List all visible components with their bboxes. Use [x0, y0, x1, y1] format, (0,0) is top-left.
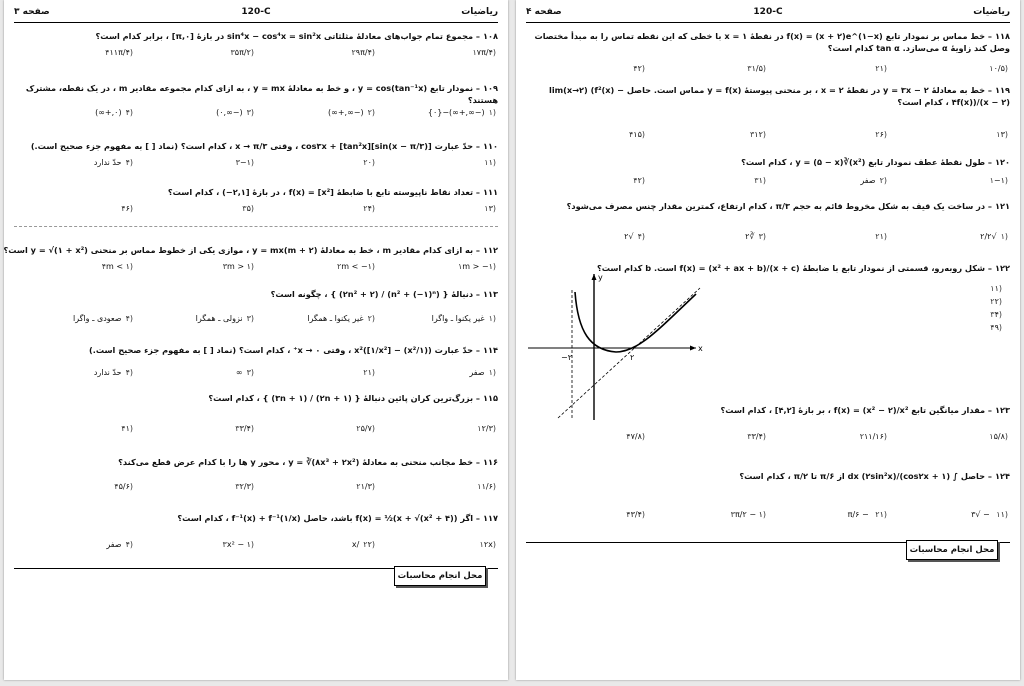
subject-title: ریاضیات — [973, 7, 1010, 17]
option-1[interactable]: (۱غیر یکنوا ـ واگرا — [431, 314, 496, 323]
option-1[interactable]: (۱۱ — [990, 284, 1002, 293]
option-1[interactable]: (۱۳ — [996, 130, 1008, 139]
option-2[interactable]: (۲غیر یکنوا ـ همگرا — [307, 314, 375, 323]
option-4[interactable]: (۴۹ — [990, 323, 1002, 332]
option-3[interactable]: (۳۲/۳ — [235, 482, 254, 491]
option-3[interactable]: (۳∛۲ — [745, 232, 766, 241]
tick-label-neg: −۲ — [561, 353, 572, 362]
question-number: ۱۱۳ — [483, 289, 498, 299]
option-1[interactable]: (۱۲/۳ — [477, 424, 496, 433]
question-number: ۱۱۴ — [483, 345, 498, 355]
question-text: در ساخت یک قیف به شکل مخروط قائم به حجم π/۳ ، کدام ارتفاع، کمترین مقدار چنس مصرف می‌شود؟ — [566, 201, 986, 211]
question-text: حدّ عبارت [sin(x − π/۳)]cos۳x + [tan²x] ، وقتی x → π/۳ ، کدام است؟ (نماد [ ] به مفهوم جزء صحیح است.) — [30, 141, 474, 151]
question-text: به ازای کدام مقادیر m ، خط به معادلهٔ (m + ۲)y = mx ، موازی یکی از خطوط مماس بر منحنی y = √(۱ + x²) است؟ — [3, 245, 474, 255]
option-2[interactable]: (۲۴ — [363, 204, 375, 213]
option-3[interactable]: (۳۱/۵ — [747, 64, 766, 73]
question-number: ۱۲۲ — [995, 263, 1010, 273]
option-3[interactable]: (۳۳/۴ — [747, 432, 766, 441]
option-3[interactable]: (۳m > ۱ — [222, 262, 254, 271]
exam-page-4 — [516, 0, 1020, 680]
option-3[interactable]: (۳۴ — [990, 310, 1002, 319]
function-curve — [575, 292, 696, 352]
page-header — [526, 6, 1010, 23]
option-4[interactable]: (۴۵/۶ — [114, 482, 133, 491]
question-text: تعداد نقاط ناپیوسته تابع با ضابطهٔ f(x) = [x²] ، در بازهٔ [۲,۱−) ، کدام است؟ — [167, 187, 474, 197]
option-3[interactable]: (۳−۱ — [235, 158, 254, 167]
question-number: ۱۱۰ — [483, 141, 498, 151]
exam-page-3 — [4, 0, 508, 680]
question-109: ۱۰۹– نمودار تابع y = cos(tan⁻¹x) ، و خط به معادلهٔ y = mx ، به ازای کدام مجموعه مقادیر m ، در یک نقطه، مشترک هستند؟ (۱(−∞,+∞)−{۰} (۲(−∞,+∞) (۳(−∞,۰) (۴(۰,+∞) — [14, 82, 498, 117]
option-4[interactable]: (۴۶ — [121, 204, 133, 213]
booklet-code: 120-C — [241, 7, 271, 17]
question-119: ۱۱۹– خط به معادلهٔ y = ۳x − ۲ در نقطهٔ x = ۲ ، بر منحنی پیوستهٔ y = f(x) مماس است. حاصل lim(x→۲) (f²(x) − ۴f(x))/(x − ۲) ، کدام است؟ (۱۳ (۲۶ (۳۱۲ (۴۱۵ — [526, 84, 1010, 139]
question-113: ۱۱۳– دنبالهٔ { (n² + (−۱)ⁿ) / (۲n² + ۲) } ، چگونه است؟ (۱غیر یکنوا ـ واگرا (۲غیر یکنوا ـ همگرا (۳نزولی ـ همگرا (۴صعودی ـ واگرا — [14, 288, 498, 323]
question-118: ۱۱۸– خط مماس بر نمودار تابع f(x) = (x + ۲)e^(۱−x) در نقطهٔ x = ۱ با خطی که این نقطه تماس را به مبدأ مختصات وصل کند زاویهٔ α می‌سازد. tan α کدام است؟ (۱۰/۵ (۲۱ (۳۱/۵ (۴۲ — [526, 30, 1010, 73]
option-3[interactable]: (۳(−∞,۰) — [216, 108, 254, 117]
question-116: ۱۱۶– خط مجانب منحنی به معادلهٔ y = ∛(۸x³ + ۲x²) ، محور y ها را با کدام عرض قطع می‌کند؟ (۱۱/۶ (۲۱/۳ (۳۲/۳ (۴۵/۶ — [14, 456, 498, 491]
question-text: بزرگ‌ترین کران پائین دنبالهٔ { (۲n + ۱) / (۳n + ۱) } ، کدام است؟ — [208, 393, 474, 403]
option-2[interactable]: (۲۰ — [363, 158, 375, 167]
option-2[interactable]: (۲۲/x — [351, 540, 375, 549]
option-3[interactable]: (۳∞ — [235, 368, 254, 377]
question-number: ۱۰۹ — [483, 83, 498, 93]
option-2[interactable]: (۲(−∞,+∞) — [328, 108, 375, 117]
x-axis-arrow — [690, 346, 696, 351]
question-text: خط به معادلهٔ y = ۳x − ۲ در نقطهٔ x = ۲ ، بر منحنی پیوستهٔ y = f(x) مماس است. حاصل lim(x→۲) (f²(x) − ۴f(x))/(x − ۲) ، کدام است؟ — [549, 85, 1010, 107]
option-1[interactable]: (۱۱ − √۳ — [971, 510, 1008, 519]
option-2[interactable]: (۲۱۱/۱۶ — [859, 432, 887, 441]
question-number: ۱۱۱ — [483, 187, 498, 197]
question-text: اگر f(x) = ½(x + √(x² + ۴)) باشد، حاصل f⁻¹(x) + f⁻¹(۱/x) ، کدام است؟ — [177, 513, 474, 523]
option-2[interactable]: (۲صفر — [860, 176, 887, 185]
option-4[interactable]: (۴۱۱π/۴ — [105, 48, 133, 57]
option-4[interactable]: (۴(۰,+∞) — [95, 108, 133, 117]
option-2[interactable]: (۲۱ — [875, 64, 887, 73]
calculation-area-label: محل انجام محاسبات — [394, 566, 486, 586]
oblique-asymptote — [558, 288, 700, 418]
option-1[interactable]: (۱m > −۱ — [457, 262, 496, 271]
question-108: ۱۰۸– مجموع تمام جواب‌های معادلهٔ مثلثاتی sin⁴x − cos⁴x = sin²x در بازهٔ [π,۰] ، برابر کدام است؟ (۱۷π/۴ (۲۹π/۴ (۳۵π/۲ (۴۱۱π/۴ — [14, 30, 498, 57]
option-1[interactable]: (۱۲x — [479, 540, 496, 549]
option-2[interactable]: (۲۲ — [990, 297, 1002, 306]
option-2[interactable]: (۲۱ — [875, 232, 887, 241]
question-112: ۱۱۲– به ازای کدام مقادیر m ، خط به معادلهٔ (m + ۲)y = mx ، موازی یکی از خطوط مماس بر منحنی y = √(۱ + x²) است؟ (۱m > −۱ (۲m < −۱ (۳m > ۱ (۴m < ۱ — [3, 245, 498, 271]
question-number: ۱۲۱ — [995, 201, 1010, 211]
question-text: خط مماس بر نمودار تابع f(x) = (x + ۲)e^(۱−x) در نقطهٔ x = ۱ با خطی که این نقطه تماس را به مبدأ مختصات وصل کند زاویهٔ α می‌سازد. tan α کدام است؟ — [534, 31, 1010, 53]
option-4[interactable]: (۴۷/۸ — [626, 432, 645, 441]
option-1[interactable]: (۱۷π/۴ — [472, 48, 496, 57]
option-1[interactable]: (۱صفر — [469, 368, 496, 377]
question-111: ۱۱۱– تعداد نقاط ناپیوسته تابع با ضابطهٔ f(x) = [x²] ، در بازهٔ [۲,۱−) ، کدام است؟ (۱۳ (۲۴ (۳۵ (۴۶ — [14, 186, 498, 213]
option-1[interactable]: (۱۳ — [484, 204, 496, 213]
option-4[interactable]: (۴۱۵ — [628, 130, 645, 139]
option-1[interactable]: (۱۰/۵ — [989, 64, 1008, 73]
question-number: ۱۱۶ — [483, 457, 498, 467]
option-2[interactable]: (۲m < −۱ — [336, 262, 375, 271]
option-1[interactable]: (۱۱/۶ — [477, 482, 496, 491]
question-115: ۱۱۵– بزرگ‌ترین کران پائین دنبالهٔ { (۲n + ۱) / (۳n + ۱) } ، کدام است؟ (۱۲/۳ (۲۵/۷ (۳۳/۴ (۴۱ — [14, 392, 498, 433]
question-120: ۱۲۰– طول نقطهٔ عطف نمودار تابع y = (۵ − x)∛(x²) ، کدام است؟ (۱−۱ (۲صفر (۳۱ (۴۲ — [526, 156, 1010, 185]
option-3[interactable]: (۳۳/۴ — [235, 424, 254, 433]
question-123: ۱۲۳– مقدار میانگین تابع f(x) = (x² − ۲)/x² ، بر بازهٔ [۴,۲] ، کدام است؟ (۱۵/۸ (۲۱۱/۱۶ (۳۳/۴ (۴۷/۸ — [526, 404, 1010, 441]
question-122: ۱۲۲– شکل روبه‌رو، قسمتی از نمودار تابع با ضابطهٔ f(x) = (x² + ax + b)/(x + c) است. b کدام است؟ (۱۱ (۲۲ (۳۴ (۴۹ — [596, 263, 1010, 332]
question-text: نمودار تابع y = cos(tan⁻¹x) ، و خط به معادلهٔ y = mx ، به ازای کدام مجموعه مقادیر m ، در یک نقطه، مشترک هستند؟ — [25, 83, 498, 105]
question-124: ۱۲۴– حاصل ∫ (۱ + cos۲x)/(۲sin²x) dx از π/۶ تا π/۲ ، کدام است؟ (۱۱ − √۳ (۲۱ − π/۶ (۳π/۲ − ۱ (۴۳/۴ — [526, 470, 1010, 519]
option-2[interactable]: (۲۵/۷ — [356, 424, 375, 433]
question-110: ۱۱۰– حدّ عبارت [sin(x − π/۳)]cos۳x + [tan²x] ، وقتی x → π/۳ ، کدام است؟ (نماد [ ] به مفهوم جزء صحیح است.) (۱۱ (۲۰ (۳−۱ (۴حدّ ندارد — [14, 140, 498, 167]
question-text: دنبالهٔ { (n² + (−۱)ⁿ) / (۲n² + ۲) } ، چگونه است؟ — [270, 289, 474, 299]
question-number: ۱۱۲ — [483, 245, 498, 255]
page-header — [14, 6, 498, 23]
subject-title: ریاضیات — [461, 7, 498, 17]
question-number: ۱۰۸ — [483, 31, 498, 41]
question-text: مقدار میانگین تابع f(x) = (x² − ۲)/x² ، بر بازهٔ [۴,۲] ، کدام است؟ — [720, 405, 986, 415]
option-2[interactable]: (۲۹π/۴ — [351, 48, 375, 57]
page-number: صفحه ۴ — [526, 7, 562, 17]
option-3[interactable]: (۳۵ — [242, 204, 254, 213]
option-4[interactable]: (۴حدّ ندارد — [93, 368, 133, 377]
option-4[interactable]: (۴√۲ — [624, 232, 645, 241]
option-3[interactable]: (۳۵π/۲ — [230, 48, 254, 57]
option-4[interactable]: (۴۳/۴ — [626, 510, 645, 519]
y-axis-label: y — [598, 273, 603, 282]
option-4[interactable]: (۴۱ — [121, 424, 133, 433]
question-number: ۱۱۵ — [483, 393, 498, 403]
calculation-area-label: محل انجام محاسبات — [906, 540, 998, 560]
question-114: ۱۱۴– حدّ عبارت ((۱/x²) − [۱/x²])x² ، وقتی x → ۰⁺ ، کدام است؟ (نماد [ ] به مفهوم جزء صحیح است.) (۱صفر (۲۱ (۳∞ (۴حدّ ندارد — [14, 344, 498, 377]
option-3[interactable]: (۳نزولی ـ همگرا — [195, 314, 254, 323]
question-text: حدّ عبارت ((۱/x²) − [۱/x²])x² ، وقتی x → ۰⁺ ، کدام است؟ (نماد [ ] به مفهوم جزء صحیح است.) — [88, 345, 474, 355]
question-number: ۱۱۸ — [995, 31, 1010, 41]
option-2[interactable]: (۲۱/۳ — [356, 482, 375, 491]
booklet-code: 120-C — [753, 7, 783, 17]
option-3[interactable]: (۳x² − ۱ — [222, 540, 254, 549]
question-number: ۱۱۷ — [483, 513, 498, 523]
option-1[interactable]: (۱√۲/۲ — [980, 232, 1008, 241]
y-axis-arrow — [592, 274, 597, 280]
question-text: طول نقطهٔ عطف نمودار تابع y = (۵ − x)∛(x²) ، کدام است؟ — [741, 157, 986, 167]
option-4[interactable]: (۴m < ۱ — [101, 262, 133, 271]
option-4[interactable]: (۴۲ — [633, 176, 645, 185]
question-number: ۱۲۳ — [995, 405, 1010, 415]
option-4[interactable]: (۴حدّ ندارد — [93, 158, 133, 167]
question-number: ۱۲۰ — [995, 157, 1010, 167]
question-number: ۱۲۴ — [995, 471, 1010, 481]
page-number: صفحه ۳ — [14, 7, 50, 17]
question-number: ۱۱۹ — [995, 85, 1010, 95]
option-1[interactable]: (۱۱ — [484, 158, 496, 167]
option-2[interactable]: (۲۶ — [875, 130, 887, 139]
option-1[interactable]: (۱−۱ — [989, 176, 1008, 185]
question-text: مجموع تمام جواب‌های معادلهٔ مثلثاتی sin⁴x − cos⁴x = sin²x در بازهٔ [π,۰] ، برابر کدام است؟ — [95, 31, 474, 41]
option-2[interactable]: (۲۱ — [363, 368, 375, 377]
divider — [14, 226, 498, 227]
function-graph — [528, 270, 728, 425]
question-text: خط مجانب منحنی به معادلهٔ y = ∛(۸x³ + ۲x²) ، محور y ها را با کدام عرض قطع می‌کند؟ — [118, 457, 474, 467]
question-117: ۱۱۷– اگر f(x) = ½(x + √(x² + ۴)) باشد، حاصل f⁻¹(x) + f⁻¹(۱/x) ، کدام است؟ (۱۲x (۲۲/x (۳x² − ۱ (۴صفر — [14, 512, 498, 549]
option-2[interactable]: (۲۱ − π/۶ — [847, 510, 887, 519]
option-3[interactable]: (۳π/۲ − ۱ — [730, 510, 766, 519]
option-4[interactable]: (۴صفر — [106, 540, 133, 549]
question-text: حاصل ∫ (۱ + cos۲x)/(۲sin²x) dx از π/۶ تا π/۲ ، کدام است؟ — [739, 471, 986, 481]
option-3[interactable]: (۳۱۲ — [749, 130, 766, 139]
question-121: ۱۲۱– در ساخت یک قیف به شکل مخروط قائم به حجم π/۳ ، کدام ارتفاع، کمترین مقدار چنس مصرف می‌شود؟ (۱√۲/۲ (۲۱ (۳∛۲ (۴√۲ — [526, 200, 1010, 241]
option-4[interactable]: (۴۲ — [633, 64, 645, 73]
question-text: شکل روبه‌رو، قسمتی از نمودار تابع با ضابطهٔ f(x) = (x² + ax + b)/(x + c) است. b کدام است؟ — [596, 263, 986, 273]
option-1[interactable]: (۱۵/۸ — [989, 432, 1008, 441]
option-4[interactable]: (۴صعودی ـ واگرا — [73, 314, 133, 323]
option-1[interactable]: (۱(−∞,+∞)−{۰} — [427, 108, 496, 117]
tick-label-pos: ۲ — [630, 353, 635, 362]
option-3[interactable]: (۳۱ — [754, 176, 766, 185]
x-axis-label: x — [698, 344, 703, 353]
